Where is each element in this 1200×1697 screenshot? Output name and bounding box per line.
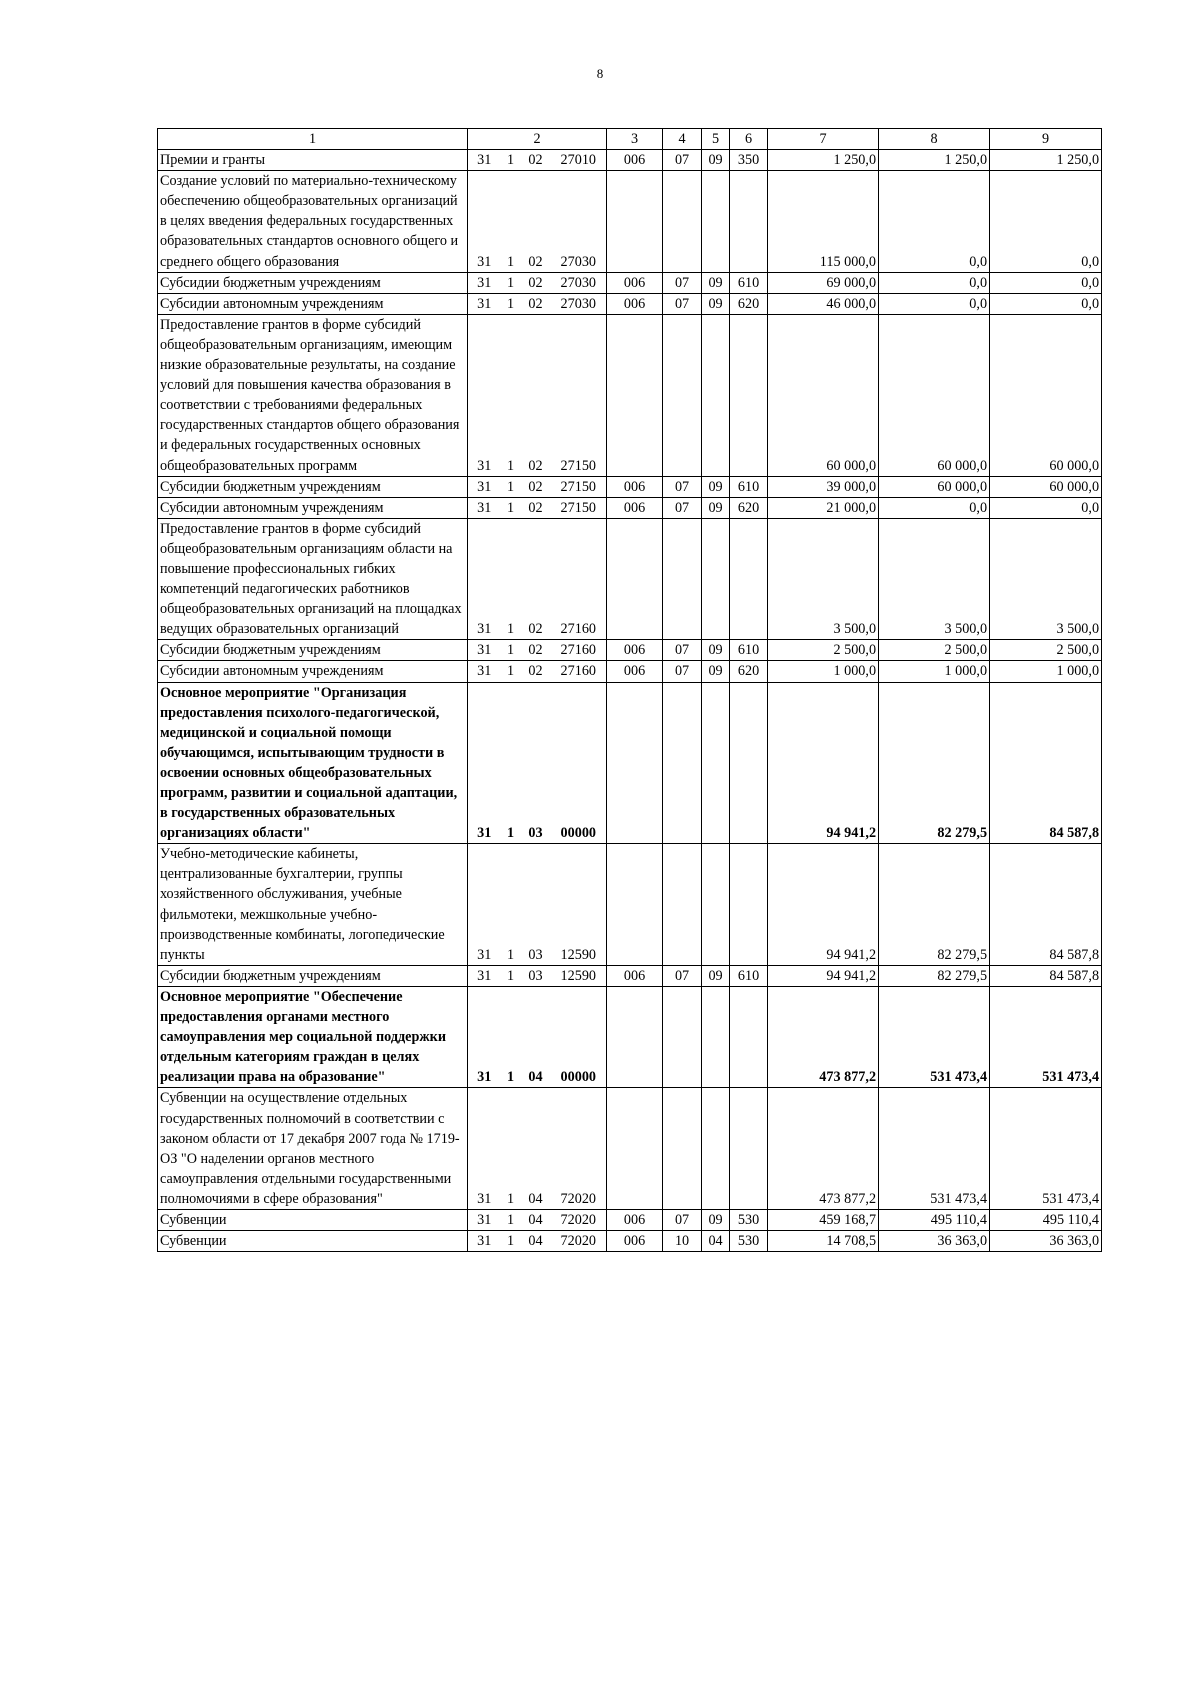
col-9-amount: 531 473,4: [990, 986, 1102, 1087]
col-9-amount: 3 500,0: [990, 518, 1102, 640]
code-program: 31: [468, 272, 501, 293]
code-program: 31: [468, 844, 501, 966]
table-row: [158, 272, 1102, 293]
row-name: Премии и гранты: [158, 150, 468, 171]
col-7-amount: 21 000,0: [768, 497, 879, 518]
code-event: 03: [521, 844, 551, 966]
col-5-value: 09: [702, 640, 730, 661]
code-direction: 72020: [551, 1088, 607, 1210]
col-3-value: 006: [607, 150, 663, 171]
col-8-amount: 3 500,0: [879, 518, 990, 640]
code-subprogram: 1: [501, 682, 521, 844]
code-direction: 00000: [551, 682, 607, 844]
col-9-amount: 0,0: [990, 272, 1102, 293]
code-direction: 12590: [551, 844, 607, 966]
col-5-value: 09: [702, 150, 730, 171]
col-8-amount: 0,0: [879, 272, 990, 293]
col-3-value: [607, 314, 663, 476]
code-subprogram: 1: [501, 314, 521, 476]
code-subprogram: 1: [501, 518, 521, 640]
col-5-value: [702, 171, 730, 272]
code-program: 31: [468, 1209, 501, 1230]
col-6-value: [730, 682, 768, 844]
col-7-amount: 2 500,0: [768, 640, 879, 661]
col-7-amount: 94 941,2: [768, 844, 879, 966]
col-9-amount: 0,0: [990, 293, 1102, 314]
col-6-value: [730, 171, 768, 272]
code-direction: 27150: [551, 314, 607, 476]
code-event: 02: [521, 476, 551, 497]
header-col-8: 8: [879, 129, 990, 150]
col-9-amount: 60 000,0: [990, 476, 1102, 497]
row-name: Предоставление грантов в форме субсидий общеобразовательным организациям, имеющим низкие образовательные результаты, на создание условий для повышения качества образования в соответствии с требованиями федеральных государственных стандартов общего образования и федеральных государственных основных общеобразовательных программ: [158, 314, 468, 476]
code-event: 02: [521, 661, 551, 682]
col-7-amount: 60 000,0: [768, 314, 879, 476]
code-event: 02: [521, 497, 551, 518]
col-4-value: [663, 314, 702, 476]
col-6-value: [730, 1088, 768, 1210]
col-5-value: [702, 986, 730, 1087]
code-event: 04: [521, 1231, 551, 1252]
col-3-value: 006: [607, 497, 663, 518]
col-3-value: 006: [607, 661, 663, 682]
row-name: Субсидии автономным учреждениям: [158, 293, 468, 314]
col-9-amount: 0,0: [990, 171, 1102, 272]
row-name: Субвенции: [158, 1231, 468, 1252]
table-row: [158, 1088, 1102, 1210]
col-9-amount: 84 587,8: [990, 844, 1102, 966]
table-row: [158, 986, 1102, 1087]
code-program: 31: [468, 171, 501, 272]
col-9-amount: 1 250,0: [990, 150, 1102, 171]
code-event: 04: [521, 986, 551, 1087]
code-program: 31: [468, 965, 501, 986]
code-subprogram: 1: [501, 965, 521, 986]
col-9-amount: 495 110,4: [990, 1209, 1102, 1230]
table-row: [158, 150, 1102, 171]
code-direction: 27150: [551, 476, 607, 497]
col-8-amount: 2 500,0: [879, 640, 990, 661]
code-program: 31: [468, 518, 501, 640]
code-subprogram: 1: [501, 293, 521, 314]
col-4-value: 07: [663, 640, 702, 661]
col-3-value: [607, 518, 663, 640]
code-subprogram: 1: [501, 986, 521, 1087]
code-subprogram: 1: [501, 497, 521, 518]
code-event: 02: [521, 518, 551, 640]
code-direction: 27160: [551, 661, 607, 682]
col-5-value: [702, 844, 730, 966]
code-direction: 27030: [551, 272, 607, 293]
col-3-value: [607, 986, 663, 1087]
code-subprogram: 1: [501, 1231, 521, 1252]
col-5-value: 09: [702, 293, 730, 314]
row-name: Субсидии автономным учреждениям: [158, 661, 468, 682]
col-9-amount: 84 587,8: [990, 965, 1102, 986]
col-6-value: 620: [730, 293, 768, 314]
col-4-value: [663, 1088, 702, 1210]
col-6-value: 610: [730, 640, 768, 661]
table-row: [158, 476, 1102, 497]
col-7-amount: 94 941,2: [768, 965, 879, 986]
code-event: 02: [521, 293, 551, 314]
table-row: [158, 314, 1102, 476]
row-name: Создание условий по материально-техническому обеспечению общеобразовательных организаций в целях введения федеральных государственных образовательных стандартов основного общего и среднего общего образования: [158, 171, 468, 272]
col-3-value: [607, 1088, 663, 1210]
col-4-value: 07: [663, 965, 702, 986]
code-subprogram: 1: [501, 1088, 521, 1210]
col-4-value: 07: [663, 272, 702, 293]
col-7-amount: 1 250,0: [768, 150, 879, 171]
code-direction: 12590: [551, 965, 607, 986]
col-3-value: 006: [607, 1231, 663, 1252]
col-5-value: 09: [702, 1209, 730, 1230]
col-4-value: 07: [663, 661, 702, 682]
col-5-value: 09: [702, 497, 730, 518]
col-8-amount: 531 473,4: [879, 986, 990, 1087]
col-9-amount: 2 500,0: [990, 640, 1102, 661]
code-program: 31: [468, 314, 501, 476]
code-direction: 27030: [551, 293, 607, 314]
col-3-value: 006: [607, 1209, 663, 1230]
col-7-amount: 459 168,7: [768, 1209, 879, 1230]
col-6-value: 530: [730, 1209, 768, 1230]
col-4-value: [663, 682, 702, 844]
code-subprogram: 1: [501, 844, 521, 966]
code-program: 31: [468, 986, 501, 1087]
col-8-amount: 60 000,0: [879, 314, 990, 476]
code-program: 31: [468, 150, 501, 171]
col-3-value: [607, 171, 663, 272]
code-subprogram: 1: [501, 640, 521, 661]
code-event: 04: [521, 1088, 551, 1210]
col-7-amount: 115 000,0: [768, 171, 879, 272]
col-3-value: [607, 844, 663, 966]
col-4-value: [663, 844, 702, 966]
col-3-value: 006: [607, 640, 663, 661]
col-8-amount: 82 279,5: [879, 965, 990, 986]
col-8-amount: 36 363,0: [879, 1231, 990, 1252]
code-program: 31: [468, 497, 501, 518]
code-subprogram: 1: [501, 150, 521, 171]
col-3-value: [607, 682, 663, 844]
table-row: [158, 1231, 1102, 1252]
col-8-amount: 495 110,4: [879, 1209, 990, 1230]
col-3-value: 006: [607, 476, 663, 497]
budget-table: [157, 128, 1102, 1252]
col-5-value: 09: [702, 272, 730, 293]
code-event: 02: [521, 150, 551, 171]
col-6-value: [730, 518, 768, 640]
col-8-amount: 1 250,0: [879, 150, 990, 171]
table-row: [158, 518, 1102, 640]
row-name: Субвенции: [158, 1209, 468, 1230]
col-7-amount: 473 877,2: [768, 1088, 879, 1210]
code-direction: 27160: [551, 518, 607, 640]
header-col-4: 4: [663, 129, 702, 150]
code-program: 31: [468, 640, 501, 661]
col-8-amount: 0,0: [879, 293, 990, 314]
col-8-amount: 82 279,5: [879, 682, 990, 844]
col-6-value: 610: [730, 965, 768, 986]
col-8-amount: 0,0: [879, 497, 990, 518]
code-program: 31: [468, 476, 501, 497]
code-program: 31: [468, 661, 501, 682]
col-8-amount: 1 000,0: [879, 661, 990, 682]
header-col-3: 3: [607, 129, 663, 150]
col-8-amount: 0,0: [879, 171, 990, 272]
code-direction: 00000: [551, 986, 607, 1087]
col-4-value: 07: [663, 150, 702, 171]
code-event: 02: [521, 171, 551, 272]
code-direction: 27160: [551, 640, 607, 661]
header-col-1: 1: [158, 129, 468, 150]
col-5-value: [702, 518, 730, 640]
col-9-amount: 531 473,4: [990, 1088, 1102, 1210]
col-6-value: [730, 844, 768, 966]
table-row: [158, 640, 1102, 661]
table-body: [158, 129, 1102, 1252]
table-row: [158, 844, 1102, 966]
col-8-amount: 60 000,0: [879, 476, 990, 497]
col-4-value: 07: [663, 1209, 702, 1230]
row-name: Учебно-методические кабинеты, централизованные бухгалтерии, группы хозяйственного обслуживания, учебные фильмотеки, межшкольные учебно-производственные комбинаты, логопедические пункты: [158, 844, 468, 966]
code-direction: 27030: [551, 171, 607, 272]
row-name: Субсидии бюджетным учреждениям: [158, 965, 468, 986]
table-row: [158, 293, 1102, 314]
code-subprogram: 1: [501, 661, 521, 682]
row-name: Субсидии бюджетным учреждениям: [158, 640, 468, 661]
col-5-value: [702, 314, 730, 476]
header-col-6: 6: [730, 129, 768, 150]
code-event: 02: [521, 272, 551, 293]
col-5-value: 09: [702, 661, 730, 682]
code-event: 04: [521, 1209, 551, 1230]
table-row: [158, 497, 1102, 518]
code-subprogram: 1: [501, 1209, 521, 1230]
code-program: 31: [468, 293, 501, 314]
row-name: Субвенции на осуществление отдельных государственных полномочий в соответствии с законом области от 17 декабря 2007 года № 1719-ОЗ "О наделении органов местного самоуправления отдельными государственными полномочиями в сфере образования": [158, 1088, 468, 1210]
code-program: 31: [468, 682, 501, 844]
col-3-value: 006: [607, 272, 663, 293]
code-event: 03: [521, 965, 551, 986]
row-name: Основное мероприятие "Организация предоставления психолого-педагогической, медицинской и социальной помощи обучающимся, испытывающим трудности в освоении основных общеобразовательных программ, развитии и социальной адаптации, в государственных образовательных организациях области": [158, 682, 468, 844]
col-6-value: [730, 314, 768, 476]
row-name: Субсидии бюджетным учреждениям: [158, 272, 468, 293]
code-event: 02: [521, 640, 551, 661]
col-5-value: [702, 1088, 730, 1210]
col-4-value: 07: [663, 497, 702, 518]
table-row: [158, 661, 1102, 682]
col-5-value: [702, 682, 730, 844]
col-7-amount: 3 500,0: [768, 518, 879, 640]
col-7-amount: 1 000,0: [768, 661, 879, 682]
col-9-amount: 1 000,0: [990, 661, 1102, 682]
table-row: [158, 682, 1102, 844]
code-program: 31: [468, 1231, 501, 1252]
col-8-amount: 82 279,5: [879, 844, 990, 966]
col-4-value: 10: [663, 1231, 702, 1252]
col-7-amount: 46 000,0: [768, 293, 879, 314]
page-number: 8: [596, 66, 604, 81]
code-program: 31: [468, 1088, 501, 1210]
col-5-value: 04: [702, 1231, 730, 1252]
col-5-value: 09: [702, 965, 730, 986]
row-name: Субсидии бюджетным учреждениям: [158, 476, 468, 497]
col-4-value: [663, 171, 702, 272]
code-direction: 72020: [551, 1231, 607, 1252]
table-row: [158, 1209, 1102, 1230]
col-6-value: 620: [730, 661, 768, 682]
col-6-value: [730, 986, 768, 1087]
col-4-value: 07: [663, 293, 702, 314]
col-7-amount: 69 000,0: [768, 272, 879, 293]
header-col-2: 2: [468, 129, 607, 150]
col-7-amount: 39 000,0: [768, 476, 879, 497]
col-9-amount: 36 363,0: [990, 1231, 1102, 1252]
col-6-value: 610: [730, 476, 768, 497]
col-6-value: 530: [730, 1231, 768, 1252]
col-4-value: 07: [663, 476, 702, 497]
col-6-value: 610: [730, 272, 768, 293]
row-name: Предоставление грантов в форме субсидий общеобразовательным организациям области на повышение профессиональных гибких компетенций педагогических работников общеобразовательных организаций на площадках ведущих образовательных организаций: [158, 518, 468, 640]
code-subprogram: 1: [501, 171, 521, 272]
col-6-value: 620: [730, 497, 768, 518]
table-row: [158, 965, 1102, 986]
col-4-value: [663, 518, 702, 640]
col-3-value: 006: [607, 965, 663, 986]
code-event: 03: [521, 682, 551, 844]
col-7-amount: 94 941,2: [768, 682, 879, 844]
col-7-amount: 473 877,2: [768, 986, 879, 1087]
code-subprogram: 1: [501, 272, 521, 293]
col-9-amount: 84 587,8: [990, 682, 1102, 844]
col-3-value: 006: [607, 293, 663, 314]
header-col-5: 5: [702, 129, 730, 150]
header-col-7: 7: [768, 129, 879, 150]
col-8-amount: 531 473,4: [879, 1088, 990, 1210]
code-subprogram: 1: [501, 476, 521, 497]
col-6-value: 350: [730, 150, 768, 171]
col-4-value: [663, 986, 702, 1087]
code-event: 02: [521, 314, 551, 476]
header-row: [158, 129, 1102, 150]
row-name: Основное мероприятие "Обеспечение предоставления органами местного самоуправления мер социальной поддержки отдельным категориям граждан в целях реализации права на образование": [158, 986, 468, 1087]
col-9-amount: 0,0: [990, 497, 1102, 518]
col-9-amount: 60 000,0: [990, 314, 1102, 476]
row-name: Субсидии автономным учреждениям: [158, 497, 468, 518]
code-direction: 27150: [551, 497, 607, 518]
col-7-amount: 14 708,5: [768, 1231, 879, 1252]
table-row: [158, 171, 1102, 272]
col-5-value: 09: [702, 476, 730, 497]
header-col-9: 9: [990, 129, 1102, 150]
code-direction: 72020: [551, 1209, 607, 1230]
code-direction: 27010: [551, 150, 607, 171]
